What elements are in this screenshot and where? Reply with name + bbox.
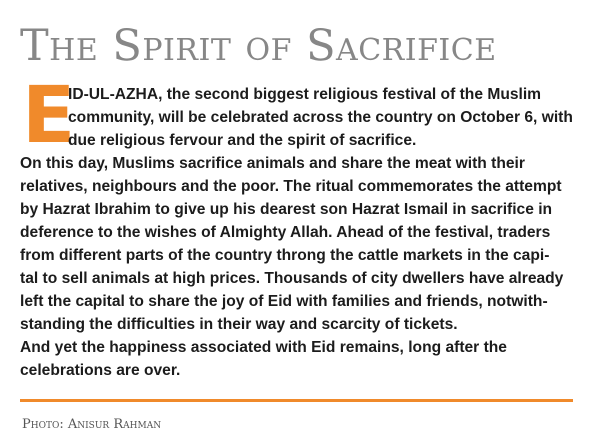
body-line: due religious fervour and the spirit of sacrifice. (68, 132, 417, 149)
article-title: The Spirit of Sacrifice (20, 21, 497, 71)
body-line: left the capital to share the joy of Eid with families and friends, notwith- (20, 293, 548, 310)
body-line: celebrations are over. (20, 362, 181, 379)
photo-credit: Photo: Anisur Rahman (22, 417, 162, 432)
body-line: deference to the wishes of Almighty Allah. Ahead of the festival, traders (20, 224, 551, 241)
body-line: by Hazrat Ibrahim to give up his dearest son Hazrat Ismail in sacrifice in (20, 201, 553, 218)
body-line: ID-UL-AZHA, the second biggest religious festival of the Muslim (68, 86, 542, 103)
body-line: from different parts of the country throng the cattle markets in the capi- (20, 247, 550, 264)
orange-divider (20, 399, 573, 402)
body-line: community, will be celebrated across the country on October 6, with (68, 109, 573, 126)
body-line: relatives, neighbours and the poor. The ritual commemorates the attempt (20, 178, 562, 195)
body-line: And yet the happiness associated with Eid remains, long after the (20, 339, 507, 356)
body-line: standing the difficulties in their way and scarcity of tickets. (20, 316, 458, 333)
body-line: tal to sell animals at high prices. Thousands of city dwellers have already (20, 270, 564, 287)
body-line: On this day, Muslims sacrifice animals and share the meat with their (20, 155, 525, 172)
drop-cap: E (22, 71, 76, 161)
